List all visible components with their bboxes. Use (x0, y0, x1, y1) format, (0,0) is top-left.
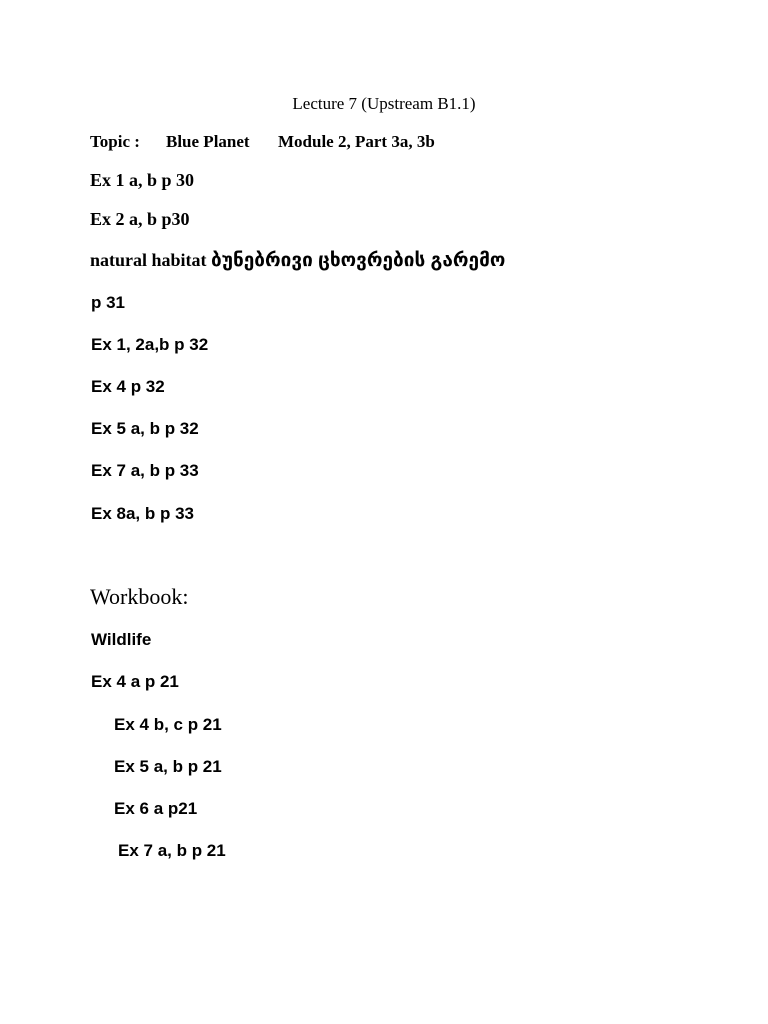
lecture-title: Lecture 7 (Upstream B1.1) (292, 94, 476, 113)
habitat-english: natural habitat (90, 250, 207, 270)
topic-row (90, 133, 435, 150)
workbook-exercise-line: Ex 7 a, b p 21 (118, 841, 226, 860)
workbook-exercise-line: Ex 4 a p 21 (91, 672, 179, 691)
exercise-line: Ex 1, 2a,b p 32 (91, 335, 209, 354)
exercise-line: Ex 4 p 32 (91, 377, 165, 396)
exercise-line: p 31 (91, 293, 126, 312)
habitat-georgian: ბუნებრივი ცხოვრების გარემო (211, 250, 506, 271)
topic-name: Blue Planet (166, 132, 250, 151)
topic-module: Module 2, Part 3a, 3b (278, 132, 435, 151)
workbook-exercise-line: Ex 5 a, b p 21 (114, 757, 222, 776)
workbook-heading: Workbook: (90, 584, 189, 609)
exercise-line: Ex 7 a, b p 33 (91, 461, 199, 480)
exercise-line: Ex 5 a, b p 32 (91, 419, 199, 438)
exercise-line: Ex 2 a, b p30 (90, 209, 190, 229)
workbook-exercise-line: Ex 6 a p21 (114, 799, 198, 818)
habitat-row (90, 251, 505, 270)
exercise-line: Ex 1 a, b p 30 (90, 170, 195, 190)
exercise-line: Ex 8a, b p 33 (91, 504, 194, 523)
workbook-exercise-line: Ex 4 b, c p 21 (114, 715, 222, 734)
workbook-section-title: Wildlife (91, 630, 152, 649)
topic-label: Topic : (90, 132, 140, 151)
